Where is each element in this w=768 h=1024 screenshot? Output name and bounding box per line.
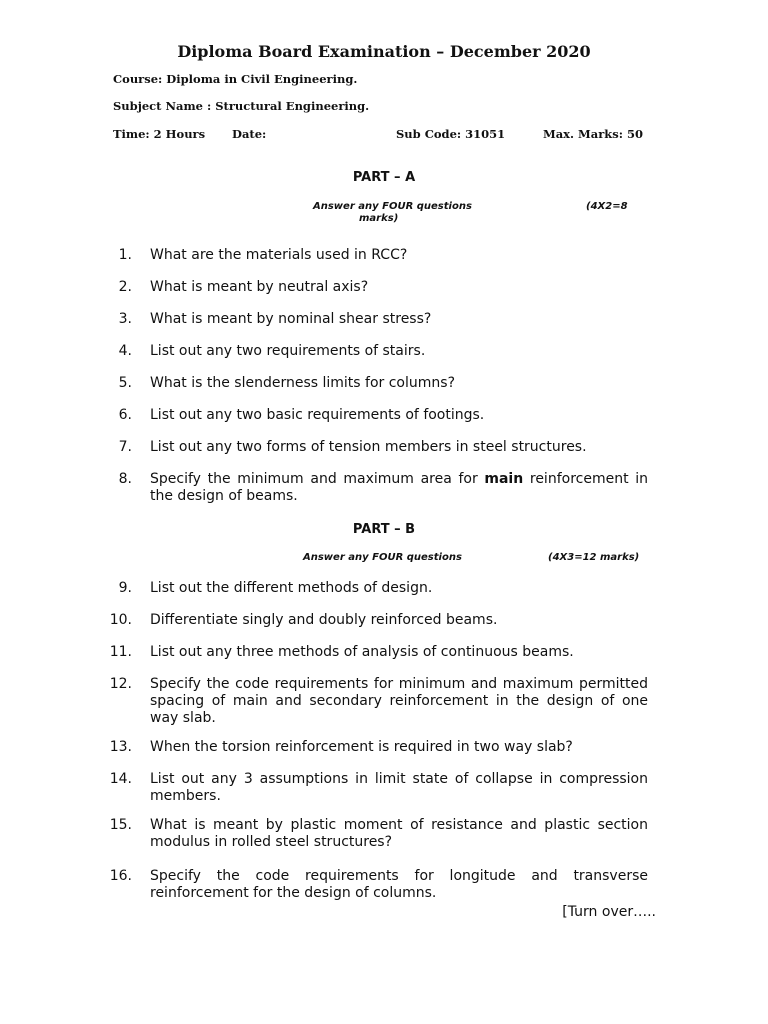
time-label: Time: 2 Hours [113, 127, 206, 141]
subject-line: Subject Name : Structural Engineering. [113, 99, 370, 113]
part-b-instruction: Answer any FOUR questions [303, 552, 462, 563]
course-line: Course: Diploma in Civil Engineering. [113, 72, 358, 86]
question-text: Specify the code requirements for minimum and maximum permitted spacing of main and secondary reinforcement in the design of one way slab. [150, 676, 648, 726]
turn-over-note: [Turn over….. [562, 904, 656, 920]
question-text: What is meant by nominal shear stress? [150, 311, 432, 327]
question-number: 6. [118, 407, 132, 423]
question-number: 5. [118, 375, 132, 391]
question-text: List out the different methods of design. [150, 580, 433, 596]
question-number: 7. [118, 439, 132, 455]
part-a-instruction: Answer any FOUR questions [313, 201, 472, 212]
question-number: 14. [109, 771, 132, 787]
question-text [150, 471, 648, 505]
question-number: 8. [118, 471, 132, 487]
exam-title: Diploma Board Examination – December 2020 [177, 42, 591, 61]
date-label: Date: [232, 127, 267, 141]
question-text: Specify the code requirements for longitude and transverse reinforcement for the design of columns. [150, 868, 648, 901]
question-number: 4. [118, 343, 132, 359]
sub-code-label: Sub Code: 31051 [396, 127, 506, 141]
question-number: 10. [109, 612, 132, 628]
question-number: 16. [109, 868, 132, 884]
question-number: 12. [109, 676, 132, 692]
question-number: 1. [118, 247, 132, 263]
question-text: What is meant by neutral axis? [150, 279, 369, 295]
question-text: List out any three methods of analysis of continuous beams. [150, 644, 574, 660]
question-text: What is meant by plastic moment of resistance and plastic section modulus in rolled steel structures? [150, 817, 648, 850]
part-a-heading: PART – A [352, 170, 416, 185]
question-text: List out any 3 assumptions in limit state of collapse in compression members. [150, 771, 648, 804]
question-text: What is the slenderness limits for columns? [150, 375, 455, 391]
question-number: 9. [118, 580, 132, 596]
part-a-marks: (4X2=8 [586, 201, 628, 212]
question-text: When the torsion reinforcement is required in two way slab? [150, 739, 573, 755]
question-text-end: reinforcement in the design of beams. [150, 471, 648, 504]
question-text-start: Specify the minimum and maximum area for [150, 471, 478, 487]
question-text: Differentiate singly and doubly reinforced beams. [150, 612, 498, 628]
part-b-heading: PART – B [352, 522, 416, 537]
part-a-marks-cont: marks) [359, 213, 399, 224]
question-number: 11. [109, 644, 132, 660]
question-number: 13. [109, 739, 132, 755]
part-b-marks: (4X3=12 marks) [548, 552, 640, 563]
question-text: List out any two forms of tension members in steel structures. [150, 439, 587, 455]
question-text: What are the materials used in RCC? [150, 247, 408, 263]
question-number: 3. [118, 311, 132, 327]
max-marks-label: Max. Marks: 50 [543, 127, 643, 141]
question-number: 2. [118, 279, 132, 295]
emphasis-word: main [484, 471, 524, 487]
question-number: 15. [109, 817, 132, 833]
question-text: List out any two basic requirements of footings. [150, 407, 485, 423]
question-text: List out any two requirements of stairs. [150, 343, 426, 359]
